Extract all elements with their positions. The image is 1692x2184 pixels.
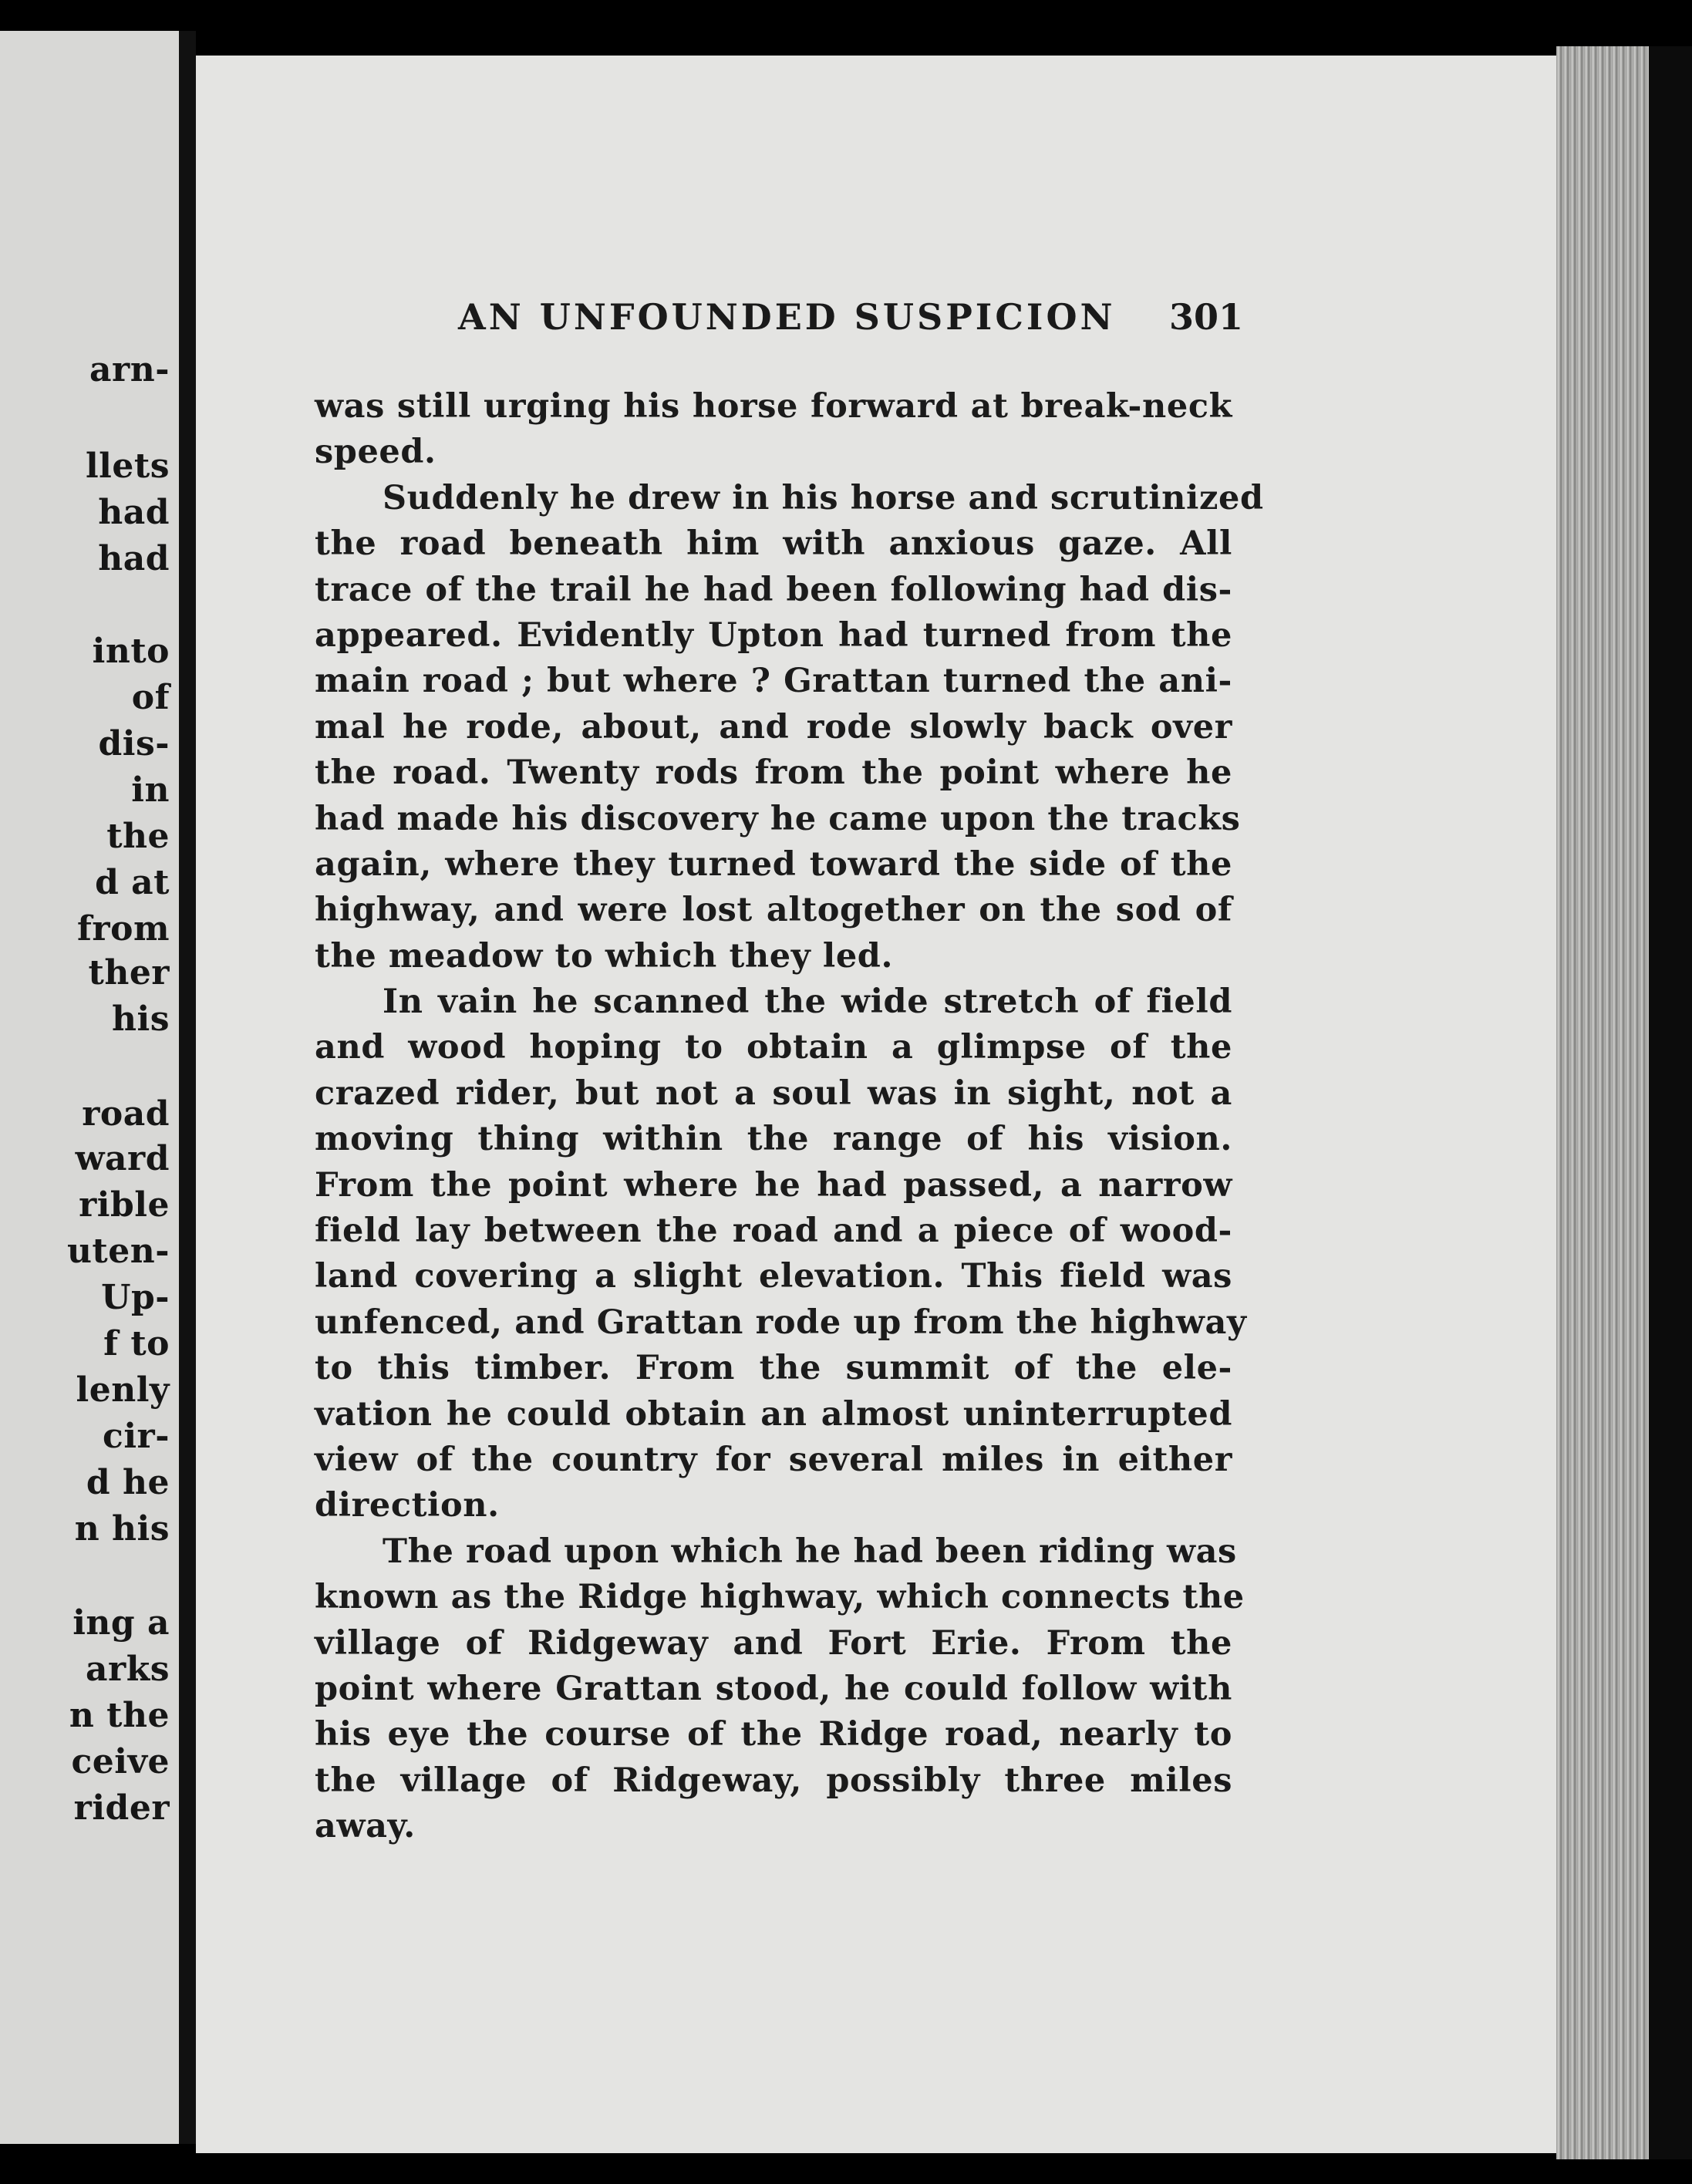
previous-page-line: the — [106, 817, 170, 856]
text-line: view of the country for several miles in either — [315, 1440, 1232, 1479]
text-line: was still urging his horse forward at break-neck — [315, 387, 1232, 426]
previous-page-line: ther — [88, 953, 170, 993]
text-line: and wood hoping to obtain a glimpse of the — [315, 1028, 1232, 1067]
previous-page-line: rider — [73, 1788, 170, 1828]
text-line: the road beneath him with anxious gaze. All — [315, 524, 1232, 564]
text-line: appeared. Evidently Upton had turned from the — [315, 615, 1232, 655]
previous-page-line: Up- — [101, 1278, 170, 1317]
text-line: the road. Twenty rods from the point where he — [315, 753, 1232, 793]
previous-page-line: his — [112, 999, 170, 1039]
text-line: mal he rode, about, and rode slowly back over — [315, 707, 1232, 747]
text-line: The road upon which he had been riding was — [383, 1532, 1237, 1571]
body-text — [315, 384, 1264, 1850]
previous-page-line: dis- — [98, 724, 170, 763]
text-line: away. — [315, 1807, 416, 1846]
text-line: the meadow to which they led. — [315, 936, 894, 976]
previous-page-line: arks — [86, 1650, 170, 1689]
text-line: again, where they turned toward the side of the — [315, 844, 1232, 884]
text-line: vation he could obtain an almost uninterrupted — [315, 1394, 1232, 1434]
previous-page-line: cir- — [103, 1417, 170, 1456]
previous-page-line: rible — [79, 1185, 170, 1225]
text-line: known as the Ridge highway, which connects the — [315, 1578, 1245, 1617]
previous-page-line: had — [98, 493, 170, 532]
text-line: to this timber. From the summit of the ele- — [315, 1349, 1232, 1388]
text-line: Suddenly he drew in his horse and scrutinized — [383, 478, 1264, 517]
text-line: speed. — [315, 433, 436, 472]
book-cover-edge — [1649, 46, 1692, 2159]
previous-page-line: into — [92, 632, 170, 671]
text-line: had made his discovery he came upon the tracks — [315, 799, 1241, 838]
previous-page-line: had — [98, 539, 170, 578]
running-title: AN UNFOUNDED SUSPICION — [458, 296, 1116, 338]
text-line: moving thing within the range of his vision. — [315, 1120, 1232, 1159]
text-line: land covering a slight elevation. This field was — [315, 1257, 1232, 1296]
previous-page-line: n the — [69, 1696, 170, 1735]
previous-page-line: uten- — [66, 1232, 170, 1271]
text-line: highway, and were lost altogether on the sod of — [315, 891, 1232, 930]
book-gutter — [179, 31, 196, 2144]
page-edges — [1556, 46, 1649, 2159]
text-line: the village of Ridgeway, possibly three miles — [315, 1761, 1232, 1800]
previous-page-line: d he — [86, 1463, 170, 1502]
text-line: In vain he scanned the wide stretch of field — [383, 982, 1232, 1022]
previous-page-line: ceive — [71, 1742, 170, 1781]
previous-page-line: ing a — [72, 1603, 170, 1643]
previous-page-line: from — [76, 909, 170, 949]
text-line: crazed rider, but not a soul was in sight, not a — [315, 1073, 1232, 1113]
previous-page-line: ward — [75, 1139, 170, 1178]
text-line: field lay between the road and a piece of wood- — [315, 1212, 1232, 1251]
text-line: trace of the trail he had been following had dis- — [315, 570, 1232, 609]
previous-page-line: road — [82, 1094, 170, 1134]
previous-page-line: llets — [85, 447, 170, 486]
previous-page-line: arn- — [89, 350, 170, 389]
previous-page-line: of — [131, 678, 170, 717]
previous-page-line: f to — [103, 1324, 170, 1363]
text-line: unfenced, and Grattan rode up from the highway — [315, 1303, 1247, 1342]
page-number: 301 — [1168, 296, 1243, 338]
previous-page-line: lenly — [76, 1370, 170, 1410]
previous-page-line: d at — [95, 863, 170, 902]
text-line: direction. — [315, 1486, 500, 1525]
text-line: village of Ridgeway and Fort Erie. From the — [315, 1623, 1232, 1663]
previous-page-line: n his — [74, 1509, 170, 1549]
text-line: his eye the course of the Ridge road, nearly to — [315, 1715, 1232, 1754]
text-line: main road ; but where ? Grattan turned the ani- — [315, 662, 1232, 701]
text-line: From the point where he had passed, a narrow — [315, 1165, 1232, 1205]
previous-page-line: in — [131, 770, 170, 810]
text-line: point where Grattan stood, he could follow with — [315, 1669, 1232, 1708]
